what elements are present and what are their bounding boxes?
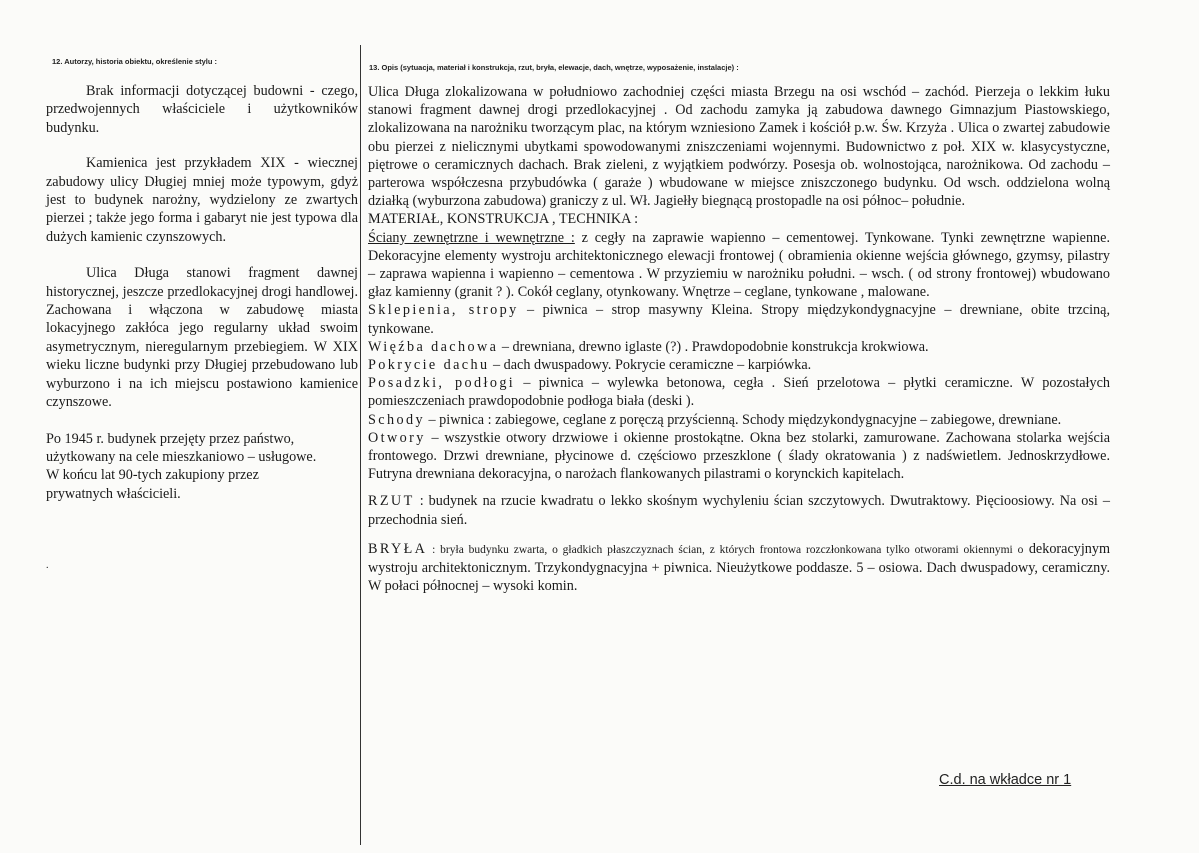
mass-text: dekoracyjnym wystroju architektonicznym. Trzykondygnacyjna + piwnica. Nieużytkowe poddasze. 5 – osiowa. Dach dwuspadowy, ceramiczny. W połaci północnej – wysoki komin.: [368, 540, 1110, 595]
column-divider: [360, 45, 361, 845]
walls-text: z cegły na zaprawie wapienno – cementowej. Tynkowane. Tynki zewnętrzne wapienne. Dekoracyjne elementy wystroju architektonicznego elewacji frontowej ( obramienia okienne wejścia głównego, gzymsy, pilastry – zaprawa wapienna i wapienno – cementowa . W przyziemiu w narożniku południ. – wsch. ( od strony frontowej) wbudowano głaz kamienny (granit ? ). Cokół ceglany, otynkowany. Wnętrze – ceglane, tynkowane , malowane.: [368, 229, 1110, 301]
continuation-note: C.d. na wkładce nr 1: [939, 772, 1072, 788]
plan-text: : budynek na rzucie kwadratu o lekko skośnym wychyleniu ścian szczytowych. Dwutraktowy. Pięcioosiowy. Na osi – przechodnia sień.: [368, 493, 1110, 528]
vaults-text: – piwnica – strop masywny Kleina. Stropy międzykondygnacyjne – drewniane, obite trzciną, tynkowane.: [368, 302, 1110, 337]
right-column: [368, 83, 1110, 595]
mass-paragraph: [368, 540, 1110, 596]
plan-label: RZUT: [368, 493, 415, 510]
walls-paragraph: [368, 229, 1110, 302]
section-12-header: 12. Autorzy, historia obiektu, określenie stylu :: [52, 57, 218, 66]
walls-label: Ściany zewnętrzne i wewnętrzne :: [368, 229, 575, 246]
truss-text: – drewniana, drewno iglaste (?) . Prawdopodobnie konstrukcja krokwiowa.: [498, 338, 929, 355]
stairs-text: – piwnica : zabiegowe, ceglane z poręczą przyścienną. Schody międzykondygnacyjne – zabiegowe, drewniane.: [424, 411, 1062, 428]
floors-label: Posadzki, podłogi: [368, 375, 516, 392]
vaults-paragraph: [368, 301, 1110, 337]
intro-paragraph: Ulica Długa zlokalizowana w południowo zachodniej części miasta Brzegu na osi wschód – zachód. Pierzeja o lekkim łuku stanowi fragment dawnej drogi przedlokacyjnej . Od zachodu zamyka ją zabudowa dawnego Gimnazjum Piastowskiego, zlokalizowana na narożniku tworzącym plac, na którym wzniesiono Zamek i kościół p.w. Św. Krzyża . Ulica o zwartej zabudowie obu pierzei z nielicznymi ubytkami spowodowanymi zniszczeniami wojennymi. Budownictwo z poł. XIX w. klasycystyczne, piętrowe o ceramicznych dachach. Brak zieleni, z wyjątkiem podwórzy. Posesja ob. wolnostojąca, narożnikowa. Od zachodu – parterowa współczesna przybudówka ( garaże ) wbudowane w miejsce zniszczonego budynku. Od wsch. oddzielona wolną działką (wyburzona zabudowa) graniczy z ul. Wł. Jagiełły biegnącą prostopadle na osi północ– południe.: [368, 84, 1110, 210]
mass-small-text: : bryła budynku zwarta, o gładkich płaszczyznach ścian, z których frontowa rozczłonkowana tylko otworami okiennymi o: [427, 543, 1024, 556]
material-heading: MATERIAŁ, KONSTRUKCJA , TECHNIKA :: [368, 211, 639, 228]
openings-text: – wszystkie otwory drzwiowe i okienne prostokątne. Okna bez stolarki, zamurowane. Zachowana stolarka wejścia frontowego. Drzwi drewniane, płycinowe d. częściowo przeszklone ( ślady okratowania ) z nadświetlem. Jednoskrzydłowe. Futryna drewniana dekoracyjna, o narożach flankowanych pilastrami o korynckich kapitelach.: [368, 429, 1110, 483]
left-paragraph-building: Kamienica jest przykładem XIX - wiecznej zabudowy ulicy Długiej mniej może typowym, gdyż jest to budynek narożny, wydzielony ze zwartych pierzei ; także jego forma i gabaryt nie jest typowa dla dużych kamienic czynszowych.: [46, 155, 358, 245]
floors-paragraph: [368, 374, 1110, 410]
truss-label: Więźba dachowa: [368, 338, 499, 355]
stairs-label: Schody: [368, 411, 425, 428]
left-column: [46, 82, 358, 503]
section-13-header: 13. Opis (sytuacja, materiał i konstrukcja, rzut, bryła, elewacje, dach, wnętrze, wyposażenie, instalacje) :: [369, 63, 739, 72]
floors-text: – piwnica – wylewka betonowa, cegła . Sień przelotowa – płytki ceramiczne. W pozostałych pomieszczeniach prawdopodobnie podłoga biała (deski ).: [368, 375, 1110, 410]
stray-dot: .: [46, 560, 49, 571]
roof-label: Pokrycie dachu: [368, 357, 490, 374]
left-paragraph-authors: Brak informacji dotyczącej budowni - czego, przedwojennych właściciele i użytkowników budynku.: [46, 83, 358, 136]
stairs-paragraph: [368, 411, 1110, 429]
roof-paragraph: [368, 356, 1110, 374]
roof-text: – dach dwuspadowy. Pokrycie ceramiczne – karpiówka.: [489, 357, 812, 374]
openings-label: Otwory: [368, 429, 426, 446]
mass-label: BRYŁA: [368, 540, 428, 557]
left-paragraph-after-1945: Po 1945 r. budynek przejęty przez państwo, użytkowany na cele mieszkaniowo – usługowe. W końcu lat 90-tych zakupiony przez prywatnych właścicieli.: [46, 430, 317, 502]
truss-paragraph: [368, 338, 1110, 356]
plan-paragraph: [368, 492, 1110, 528]
vaults-label: Sklepienia, stropy: [368, 302, 519, 319]
openings-paragraph: [368, 429, 1110, 484]
left-paragraph-street-history: Ulica Długa stanowi fragment dawnej historycznej, jeszcze przedlokacyjnej drogi handlowej. Zachowana i włączona w zabudowę miasta lokacyjnego zakłóca jego regularny układ swoim asymetrycznym, nieregularnym przebiegiem. W XIX wieku liczne budynki przy Długiej przebudowano lub wyburzono i na ich miejscu postawiono kamienice czynszowe.: [46, 265, 358, 411]
